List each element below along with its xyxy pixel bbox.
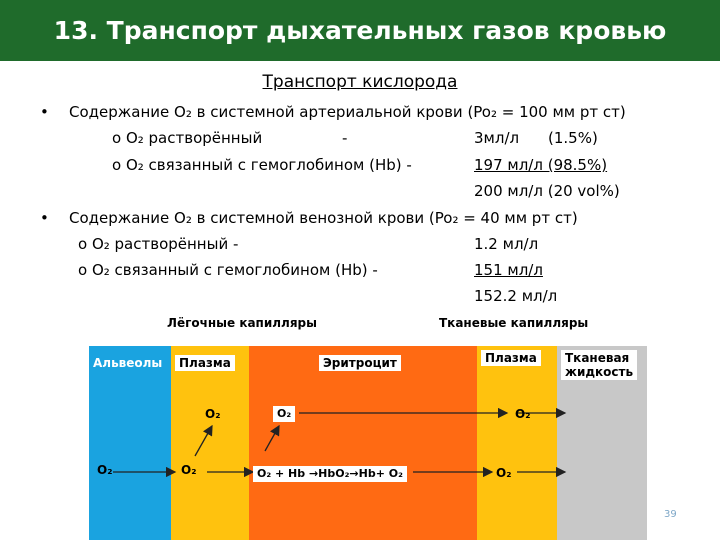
venous-bound-label: o O₂ связанный с гемоглобином (Hb) - <box>78 261 378 279</box>
arterial-dissolved-dash: - <box>342 129 348 147</box>
venous-total: 152.2 мл/л <box>474 287 558 305</box>
bullet-2: • <box>40 209 49 227</box>
page-number: 39 <box>664 509 677 520</box>
reaction-label: O₂ + Hb →HbO₂→Hb+ O₂ <box>253 466 407 482</box>
venous-dissolved-label: o O₂ растворённый - <box>78 235 239 253</box>
o2-plasma-right-top: O₂ <box>515 407 531 421</box>
plasma-right-label: Плазма <box>481 350 541 366</box>
arrow-rbc-diagonal <box>265 426 279 451</box>
venous-dissolved-value: 1.2 мл/л <box>474 235 539 253</box>
oxygen-transport-diagram <box>77 306 653 540</box>
o2-plasma-left-bottom: O₂ <box>181 463 197 477</box>
arterial-bound-value: 197 мл/л (98.5%) <box>474 156 608 174</box>
erythrocyte-label: Эритроцит <box>319 355 401 371</box>
header-lung-capillaries: Лёгочные капилляры <box>167 316 317 330</box>
header-tissue-capillaries: Тканевые капилляры <box>439 316 589 330</box>
o2-rbc-box: O₂ <box>273 406 295 422</box>
arterial-dissolved-pct: (1.5%) <box>548 129 598 147</box>
subtitle: Транспорт кислорода <box>262 72 458 92</box>
plasma-left-label: Плазма <box>175 355 235 371</box>
title-bar <box>0 0 720 61</box>
tissue-fluid-label: Тканевая жидкость <box>561 350 637 380</box>
arterial-dissolved-label: o O₂ растворённый <box>112 129 263 147</box>
arterial-bound-label: o O₂ связанный с гемоглобином (Hb) - <box>112 156 412 174</box>
o2-plasma-right-bottom: O₂ <box>496 466 512 480</box>
slide-title: 13. Транспорт дыхательных газов кровью <box>53 16 667 45</box>
arterial-heading: Содержание O₂ в системной артериальной крови (Po₂ = 100 мм рт ст) <box>69 103 626 121</box>
venous-bound-value: 151 мл/л <box>474 261 543 279</box>
diagram-arrows <box>77 306 653 540</box>
arterial-total: 200 мл/л (20 vol%) <box>474 182 620 200</box>
arterial-dissolved-value: 3мл/л <box>474 129 520 147</box>
o2-plasma-left-top: O₂ <box>205 407 221 421</box>
alveoli-label: Альвеолы <box>93 356 163 370</box>
bullet-1: • <box>40 103 49 121</box>
arrow-plasma-diagonal <box>195 426 212 456</box>
o2-alveoli: O₂ <box>97 463 113 477</box>
venous-heading: Содержание O₂ в системной венозной крови (Po₂ = 40 мм рт ст) <box>69 209 578 227</box>
